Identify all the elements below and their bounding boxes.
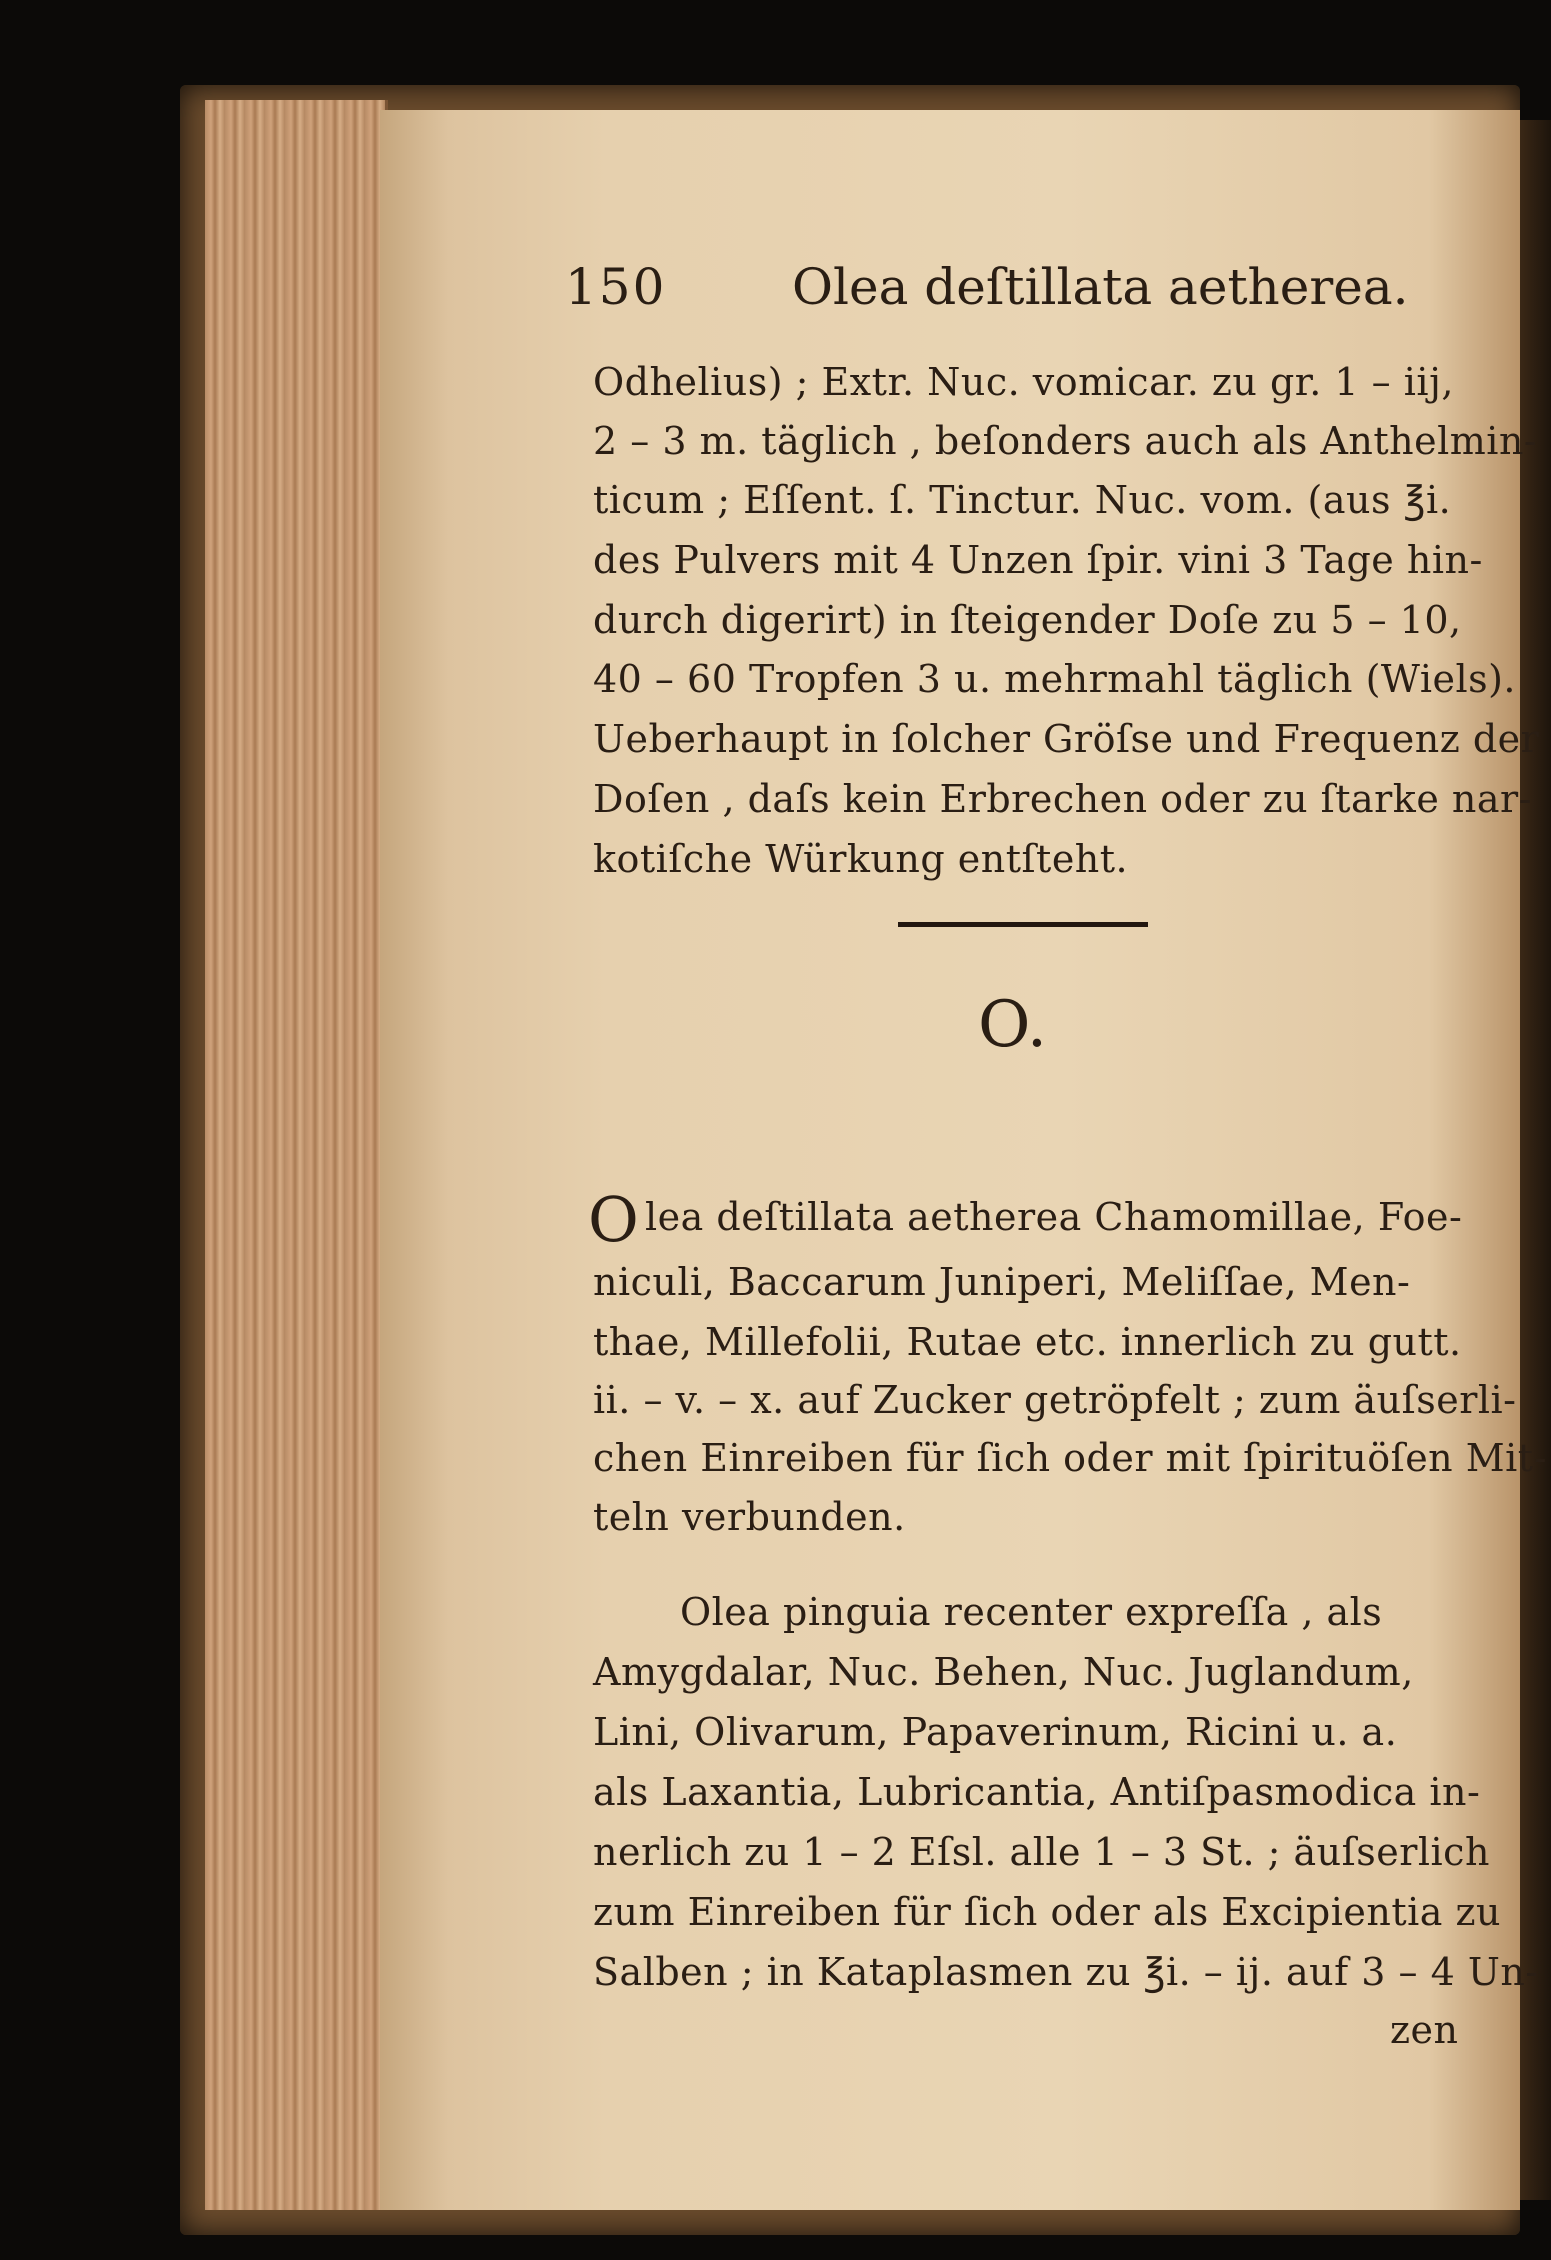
text-line: Amygdalar, Nuc. Behen, Nuc. Juglandum,	[593, 1650, 1414, 1694]
running-title: Olea deſtillata aetherea.	[792, 258, 1409, 316]
catchword: zen	[1390, 2008, 1459, 2052]
initial-letter: O	[588, 1183, 639, 1256]
text-line: niculi, Baccarum Juniperi, Meliſſae, Men-	[593, 1260, 1411, 1304]
page-edges	[205, 100, 388, 2210]
text-line: Salben ; in Kataplasmen zu ℥i. – ij. auf 3 – 4 Un-	[593, 1950, 1539, 1994]
text-line: nerlich zu 1 – 2 Eſsl. alle 1 – 3 St. ; äuſserlich	[593, 1830, 1490, 1874]
text-line: kotiſche Würkung entſteht.	[593, 837, 1129, 881]
text-line: Doſen , daſs kein Erbrechen oder zu ſtarke nar-	[593, 777, 1533, 821]
text-line: ticum ; Eſſent. ſ. Tinctur. Nuc. vom. (aus ℥i.	[593, 478, 1452, 522]
text-line: 2 – 3 m. täglich , beſonders auch als Anthelmin-	[593, 419, 1538, 463]
text-line: Ueberhaupt in ſolcher Gröſse und Frequenz der	[593, 717, 1540, 761]
text-line: des Pulvers mit 4 Unzen ſpir. vini 3 Tage hin-	[593, 538, 1483, 582]
text-line: thae, Millefolii, Rutae etc. innerlich zu gutt.	[593, 1320, 1462, 1364]
text-line: chen Einreiben für ſich oder mit ſpirituöſen Mit-	[593, 1436, 1547, 1480]
text-line: Olea pinguia recenter expreſſa , als	[680, 1590, 1383, 1634]
text-line: zum Einreiben für ſich oder als Excipientia zu	[593, 1890, 1502, 1934]
section-divider	[898, 922, 1148, 927]
text-line: durch digerirt) in ſteigender Doſe zu 5 – 10,	[593, 598, 1462, 642]
section-heading: O.	[978, 988, 1048, 1062]
text-line: Lini, Olivarum, Papaverinum, Ricini u. a.	[593, 1710, 1398, 1754]
text-line: ii. – v. – x. auf Zucker getröpfelt ; zum äuſserli-	[593, 1378, 1517, 1422]
text-line: als Laxantia, Lubricantia, Antiſpasmodica in-	[593, 1770, 1481, 1814]
text-line: 40 – 60 Tropfen 3 u. mehrmahl täglich (Wiels).	[593, 657, 1517, 701]
page-number: 150	[565, 258, 667, 316]
text-line: teln verbunden.	[593, 1495, 906, 1539]
text-line: lea deſtillata aetherea Chamomillae, Foe-	[645, 1195, 1463, 1239]
book-page	[380, 110, 1547, 2210]
text-line: Odhelius) ; Extr. Nuc. vomicar. zu gr. 1 – iij,	[593, 360, 1454, 404]
